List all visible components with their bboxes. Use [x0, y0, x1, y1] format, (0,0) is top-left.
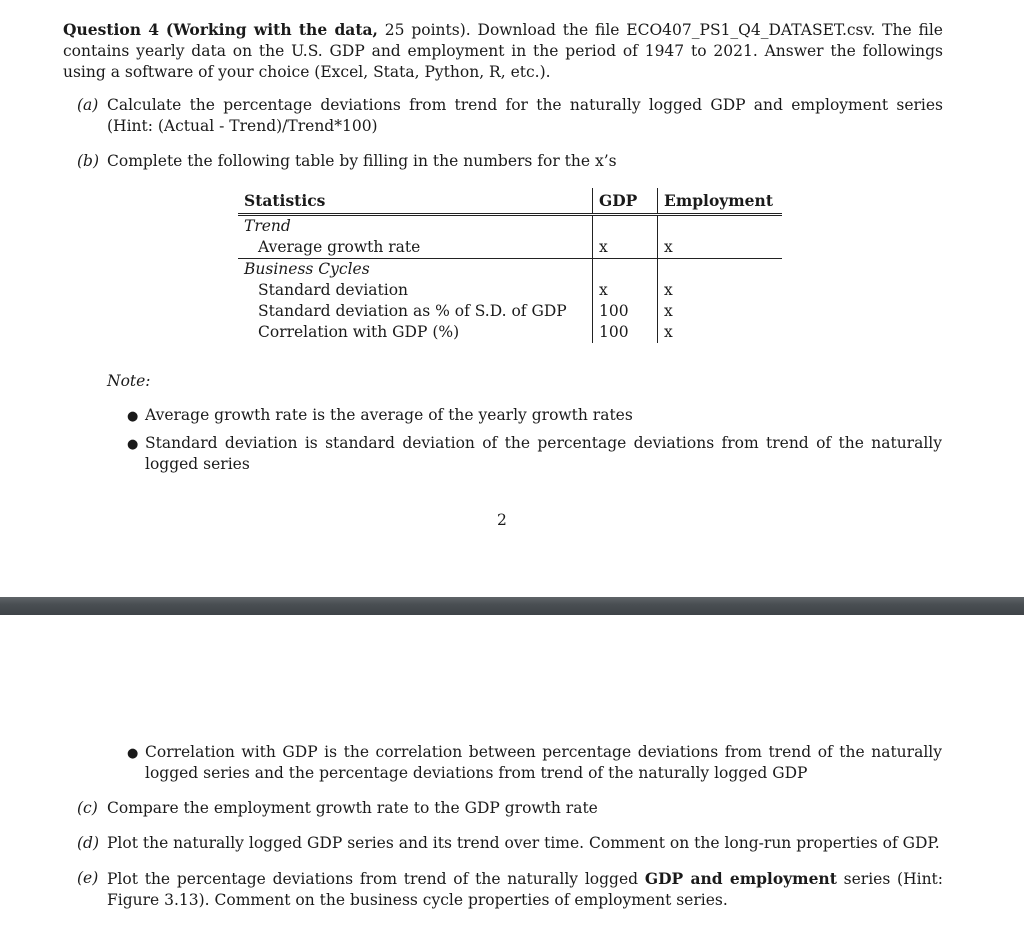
row-label: Average growth rate	[258, 238, 421, 256]
part-c-label: (c)	[77, 799, 98, 817]
note-label: Note:	[107, 372, 151, 390]
table-row	[238, 322, 782, 343]
statistics-table	[238, 188, 782, 343]
table-row	[238, 301, 782, 322]
cell-gdp: 100	[593, 322, 658, 343]
question-heading: Question 4	[63, 20, 160, 39]
table-row	[238, 280, 782, 301]
question-intro: Download the file ECO407_PS1_Q4_DATASET.csv. The file contains yearly data on the U.S. GDP and employment in the period of 1947 to 2021. Answer the followings using a software of your choice (Excel, Stata, Python, R, etc.).	[63, 21, 943, 81]
header-statistics: Statistics	[238, 188, 593, 215]
page-number: 2	[497, 511, 507, 529]
part-b-text: Complete the following table by filling in the numbers for the x’s	[107, 152, 617, 170]
bullet-icon: ●	[127, 409, 139, 424]
cell-employment: x	[658, 301, 783, 322]
page-separator	[0, 597, 1024, 615]
part-a-text: Calculate the percentage deviations from trend for the naturally logged GDP and employment series (Hint: (Actual - Trend)/Trend*100)	[107, 96, 943, 135]
bullet-icon: ●	[127, 746, 139, 761]
cell-gdp: 100	[593, 301, 658, 322]
table-header-row	[238, 188, 782, 215]
question-points: 25 points).	[384, 21, 471, 39]
part-d-label: (d)	[77, 834, 100, 852]
part-e-text	[107, 868, 943, 911]
part-e-text-pre: Plot the percentage deviations from trend of the naturally logged	[107, 870, 645, 888]
header-gdp: GDP	[593, 188, 658, 215]
part-a-label: (a)	[77, 96, 99, 114]
note-bullet-1: Average growth rate is the average of the yearly growth rates	[145, 406, 633, 424]
cell-employment: x	[658, 237, 783, 259]
part-e-text-bold: GDP and employment	[644, 869, 837, 888]
note-bullet-3: Correlation with GDP is the correlation between percentage deviations from trend of the naturally logged series and the percentage deviations from trend of the naturally logged GDP	[145, 743, 942, 782]
row-label: Standard deviation as % of S.D. of GDP	[258, 302, 567, 320]
part-e-label: (e)	[77, 869, 99, 887]
table-section-trend	[238, 215, 782, 238]
bullet-icon: ●	[127, 437, 139, 452]
part-e-text-post: series (Hint: Figure 3.13). Comment on the business cycle properties of employment series.	[107, 870, 944, 909]
section-trend-label: Trend	[244, 217, 291, 235]
cell-gdp: x	[593, 237, 658, 259]
note-bullet-2: Standard deviation is standard deviation of the percentage deviations from trend of the naturally logged series	[145, 434, 942, 473]
cell-employment: x	[658, 322, 783, 343]
cell-gdp: x	[593, 280, 658, 301]
part-b-label: (b)	[77, 152, 100, 170]
section-cycles-label: Business Cycles	[238, 259, 593, 281]
pdf-page-3	[0, 615, 1024, 927]
header-employment: Employment	[658, 188, 783, 215]
table-section-business-cycles	[238, 259, 782, 281]
table-row	[238, 237, 782, 259]
question-title: (Working with the data,	[165, 20, 378, 39]
row-label: Standard deviation	[258, 281, 409, 299]
row-label: Correlation with GDP (%)	[258, 323, 460, 341]
question-paragraph	[63, 19, 943, 83]
part-d-text: Plot the naturally logged GDP series and its trend over time. Comment on the long-run properties of GDP.	[107, 834, 940, 852]
cell-employment: x	[658, 280, 783, 301]
part-c-text: Compare the employment growth rate to the GDP growth rate	[107, 799, 598, 817]
